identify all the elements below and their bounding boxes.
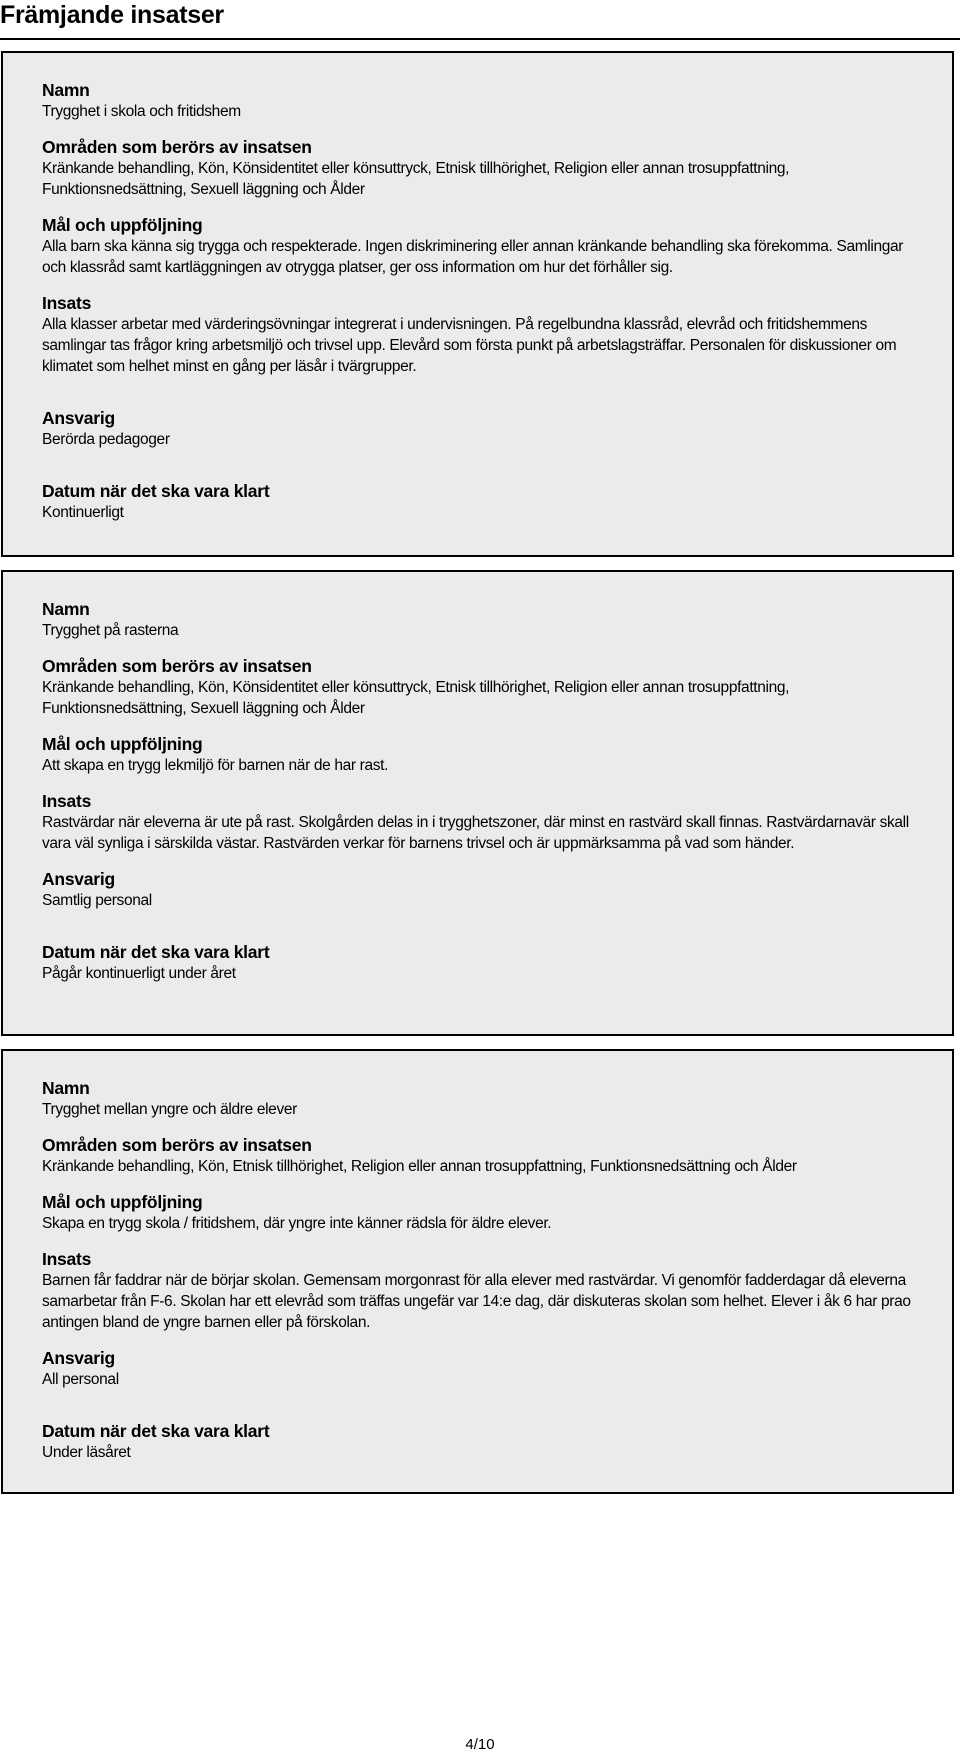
responsible-field	[42, 407, 914, 450]
areas-label: Områden som berörs av insatsen	[42, 656, 312, 676]
areas-field	[42, 1134, 914, 1177]
action-label: Insats	[42, 1249, 92, 1269]
areas-value: Kränkande behandling, Kön, Etnisk tillhörighet, Religion eller annan trosuppfattning, Funktionsnedsättning och Ålder	[42, 1158, 797, 1175]
goal-label: Mål och uppföljning	[42, 1192, 203, 1212]
deadline-field	[42, 941, 914, 984]
goal-value: Skapa en trygg skola / fritidshem, där yngre inte känner rädsla för äldre elever.	[42, 1215, 552, 1232]
deadline-label: Datum när det ska vara klart	[42, 481, 270, 501]
responsible-field	[42, 868, 914, 911]
name-field	[42, 598, 914, 641]
name-label: Namn	[42, 80, 90, 100]
name-label: Namn	[42, 599, 90, 619]
deadline-value: Under läsåret	[42, 1444, 131, 1461]
responsible-field	[42, 1347, 914, 1390]
deadline-value: Pågår kontinuerligt under året	[42, 965, 236, 982]
areas-field	[42, 136, 914, 200]
measure-card-3	[1, 1049, 954, 1494]
action-value: Alla klasser arbetar med värderingsövningar integrerat i undervisningen. På regelbundna klassråd, elevråd och fritidshemmens samlingar tas frågor kring arbetsmiljö och trivsel upp. Elevård som första punkt på arbetslagsträffar. Personalen för diskussioner om klimatet som helhet minst en gång per läsår i tvärgrupper.	[42, 316, 897, 375]
name-field	[42, 79, 914, 122]
areas-value: Kränkande behandling, Kön, Könsidentitet eller könsuttryck, Etnisk tillhörighet, Religion eller annan trosuppfattning, Funktionsnedsättning, Sexuell läggning och Ålder	[42, 679, 790, 717]
action-field	[42, 1248, 914, 1333]
action-field	[42, 292, 914, 377]
action-value: Rastvärdar när eleverna är ute på rast. Skolgården delas in i trygghetszoner, där minst en rastvärd skall finnas. Rastvärdarnavär skall vara väl synliga i särskilda västar. Rastvärden verkar för barnens trivsel och är uppmärksamma på vad som händer.	[42, 814, 909, 852]
areas-value: Kränkande behandling, Kön, Könsidentitet eller könsuttryck, Etnisk tillhörighet, Religion eller annan trosuppfattning, Funktionsnedsättning, Sexuell läggning och Ålder	[42, 160, 790, 198]
responsible-label: Ansvarig	[42, 869, 115, 889]
deadline-label: Datum när det ska vara klart	[42, 1421, 270, 1441]
responsible-value: Samtlig personal	[42, 892, 152, 909]
page-title: Främjande insatser	[0, 1, 224, 29]
responsible-label: Ansvarig	[42, 1348, 115, 1368]
name-value: Trygghet mellan yngre och äldre elever	[42, 1101, 297, 1118]
goal-field	[42, 214, 914, 278]
title-divider	[0, 38, 960, 40]
name-field	[42, 1077, 914, 1120]
measure-card-2	[1, 570, 954, 1036]
areas-field	[42, 655, 914, 719]
goal-field	[42, 733, 914, 776]
deadline-label: Datum när det ska vara klart	[42, 942, 270, 962]
goal-field	[42, 1191, 914, 1234]
goal-value: Att skapa en trygg lekmiljö för barnen när de har rast.	[42, 757, 389, 774]
name-label: Namn	[42, 1078, 90, 1098]
action-field	[42, 790, 914, 854]
name-value: Trygghet i skola och fritidshem	[42, 103, 241, 120]
responsible-label: Ansvarig	[42, 408, 115, 428]
areas-label: Områden som berörs av insatsen	[42, 137, 312, 157]
action-value: Barnen får faddrar när de börjar skolan. Gemensam morgonrast för alla elever med rastvärdar. Vi genomför fadderdagar då eleverna samarbetar från F-6. Skolan har ett elevråd som träffas ungefär var 14:e dag, där diskuteras skolan som helhet. Elever i åk 6 har prao antingen bland de yngre barnen eller på förskolan.	[42, 1272, 911, 1331]
name-value: Trygghet på rasterna	[42, 622, 179, 639]
deadline-field	[42, 1420, 914, 1463]
goal-label: Mål och uppföljning	[42, 734, 203, 754]
action-label: Insats	[42, 293, 92, 313]
responsible-value: All personal	[42, 1371, 119, 1388]
action-label: Insats	[42, 791, 92, 811]
goal-value: Alla barn ska känna sig trygga och respekterade. Ingen diskriminering eller annan kränkande behandling ska förekomma. Samlingar och klassråd samt kartläggningen av otrygga platser, ger oss information om hur det förhåller sig.	[42, 238, 904, 276]
deadline-value: Kontinuerligt	[42, 504, 124, 521]
responsible-value: Berörda pedagoger	[42, 431, 170, 448]
areas-label: Områden som berörs av insatsen	[42, 1135, 312, 1155]
goal-label: Mål och uppföljning	[42, 215, 203, 235]
deadline-field	[42, 480, 914, 523]
measure-card-1	[1, 51, 954, 557]
page-number: 4/10	[465, 1736, 495, 1753]
